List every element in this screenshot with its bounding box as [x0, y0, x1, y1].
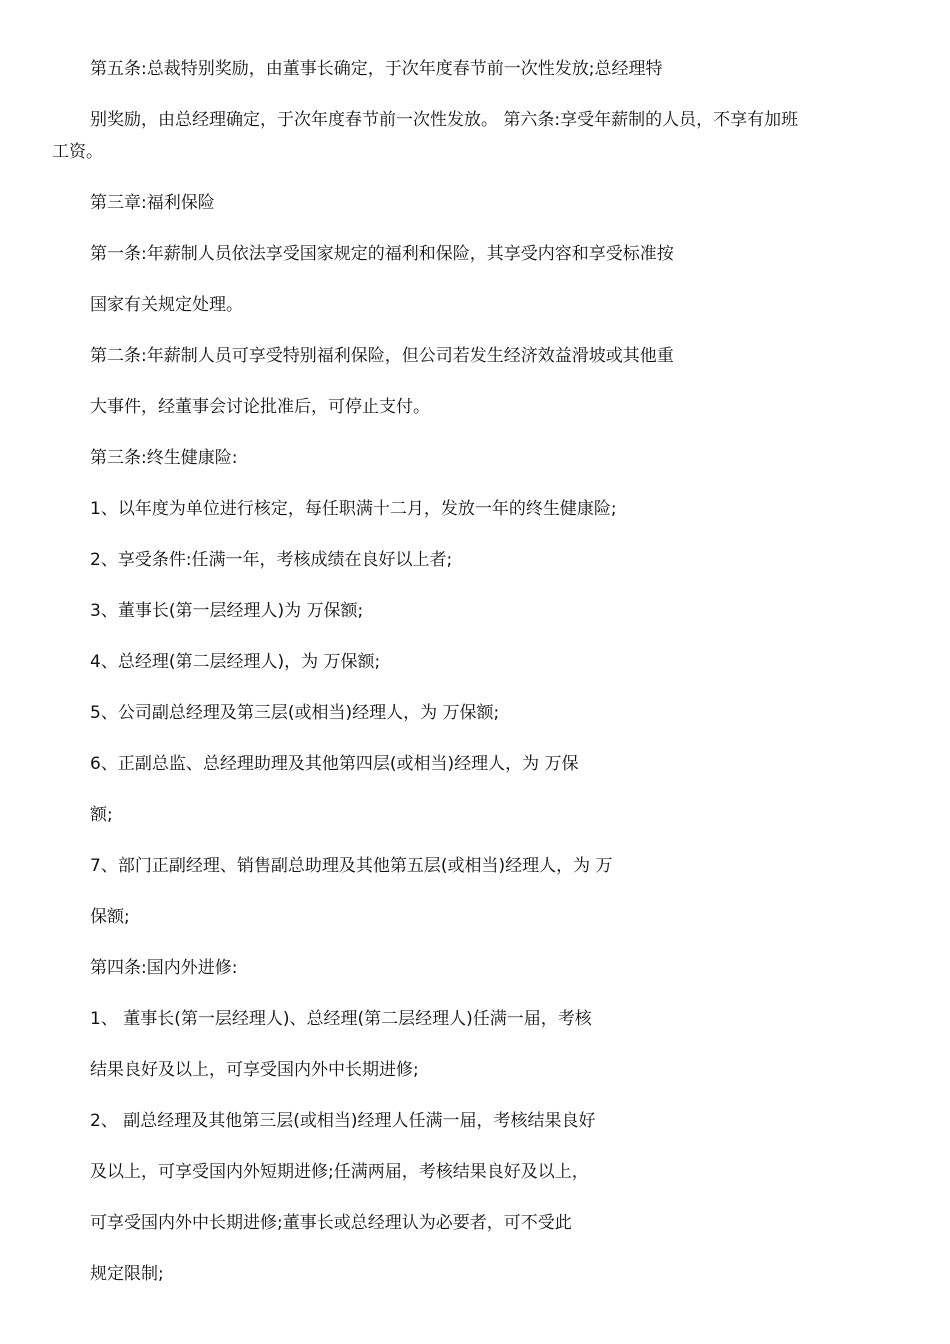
list-item: 7、部门正副经理、销售副总助理及其他第五层(或相当)经理人，为 万 [90, 856, 613, 876]
chapter-heading: 第三章:福利保险 [90, 193, 215, 213]
list-item: 1、 董事长(第一层经理人)、总经理(第二层经理人)任满一届，考核 [90, 1009, 592, 1029]
list-item: 6、正副总监、总经理助理及其他第四层(或相当)经理人，为 万保 [90, 754, 579, 774]
text-line: 第二条:年薪制人员可享受特别福利保险，但公司若发生经济效益滑坡或其他重 [90, 346, 674, 366]
text-line: 第五条:总裁特别奖励，由董事长确定，于次年度春节前一次性发放;总经理特 [90, 59, 663, 79]
text-line: 第一条:年薪制人员依法享受国家规定的福利和保险，其享受内容和享受标准按 [90, 244, 674, 264]
text-line: 及以上，可享受国内外短期进修;任满两届，考核结果良好及以上， [90, 1162, 589, 1182]
text-line: 大事件，经董事会讨论批准后，可停止支付。 [90, 397, 430, 417]
text-line: 第三条:终生健康险: [90, 448, 238, 468]
list-item: 1、以年度为单位进行核定，每任职满十二月，发放一年的终生健康险; [90, 499, 617, 519]
text-line: 保额; [90, 907, 130, 927]
text-line: 第四条:国内外进修: [90, 958, 238, 978]
list-item: 2、 副总经理及其他第三层(或相当)经理人任满一届，考核结果良好 [90, 1111, 596, 1131]
text-line: 国家有关规定处理。 [90, 295, 243, 315]
text-line: 结果良好及以上，可享受国内外中长期进修; [90, 1060, 419, 1080]
text-line: 工资。 [52, 142, 103, 162]
list-item: 3、董事长(第一层经理人)为 万保额; [90, 601, 364, 621]
text-line: 可享受国内外中长期进修;董事长或总经理认为必要者，可不受此 [90, 1213, 572, 1233]
text-line: 别奖励，由总经理确定，于次年度春节前一次性发放。 第六条:享受年薪制的人员，不享有加班 [90, 110, 799, 130]
list-item: 5、公司副总经理及第三层(或相当)经理人，为 万保额; [90, 703, 500, 723]
text-line: 额; [90, 805, 113, 825]
list-item: 2、享受条件:任满一年，考核成绩在良好以上者; [90, 550, 453, 570]
list-item: 4、总经理(第二层经理人)，为 万保额; [90, 652, 381, 672]
text-line: 规定限制; [90, 1264, 164, 1284]
